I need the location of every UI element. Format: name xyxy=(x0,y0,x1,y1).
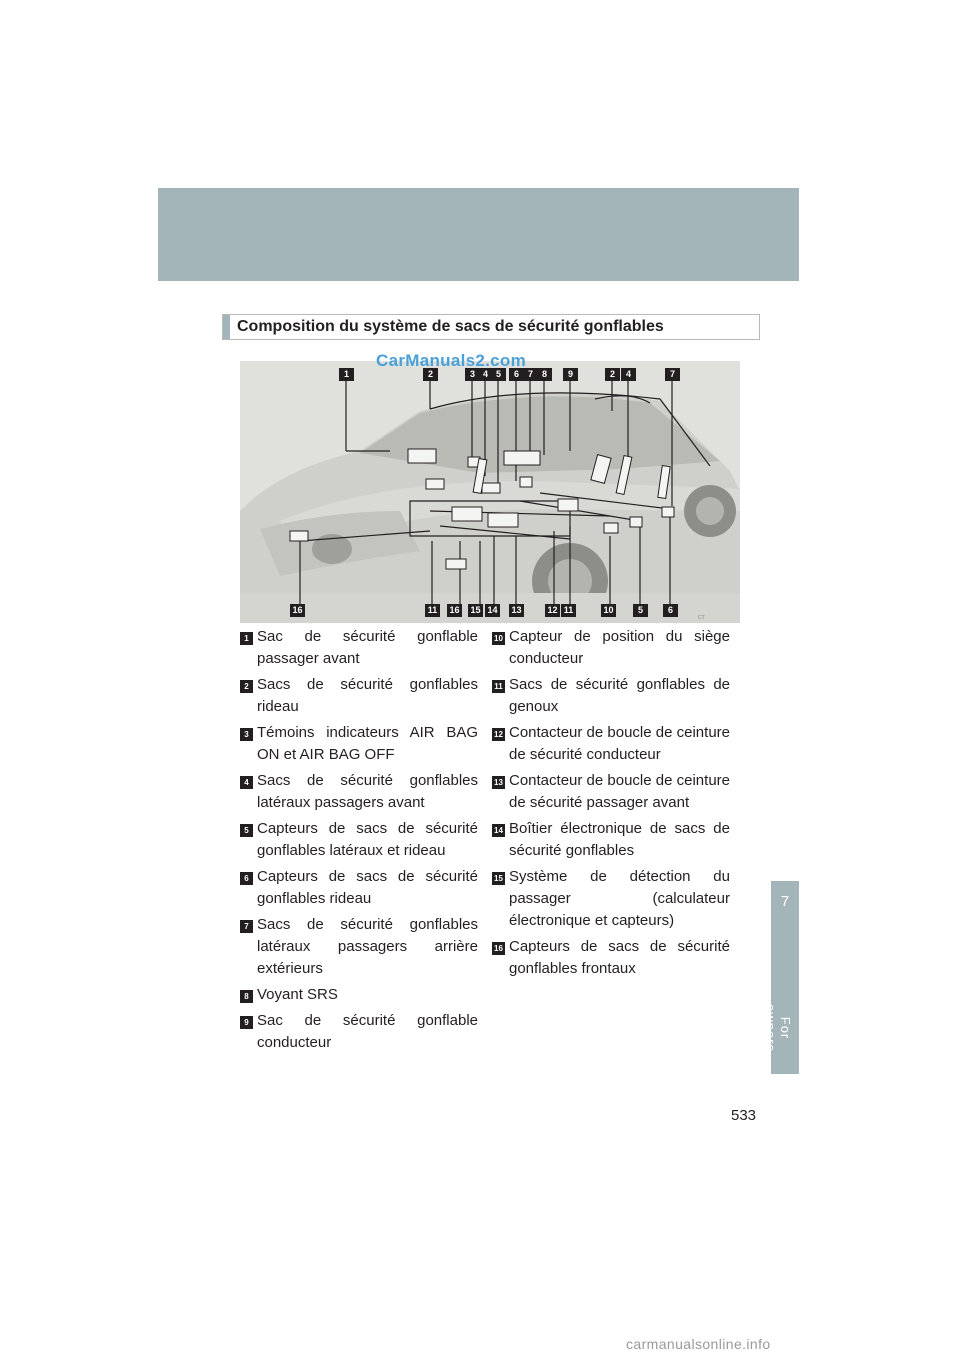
legend-number-badge: 5 xyxy=(240,824,253,837)
legend-item xyxy=(240,1010,478,1054)
figure-callout: 7 xyxy=(665,368,680,381)
figure-callout: 9 xyxy=(563,368,578,381)
legend-number-badge: 4 xyxy=(240,776,253,789)
figure-callout: 16 xyxy=(290,604,305,617)
legend-column-left xyxy=(240,626,478,1058)
figure-callout: 2 xyxy=(423,368,438,381)
legend-item xyxy=(492,936,730,980)
section-accent-bar xyxy=(223,315,230,339)
legend-text: Sacs de sécurité gonflables latéraux passagers avant xyxy=(257,772,478,811)
legend-text: Contacteur de boucle de ceinture de sécurité passager avant xyxy=(509,772,730,811)
legend-text: Voyant SRS xyxy=(257,986,338,1003)
legend-number-badge: 12 xyxy=(492,728,505,741)
chapter-tab-number: 7 xyxy=(780,893,790,910)
legend-item xyxy=(240,866,478,910)
legend-text: Capteurs de sacs de sécurité gonflables latéraux et rideau xyxy=(257,820,478,859)
legend-item xyxy=(492,818,730,862)
figure-callout: 5 xyxy=(633,604,648,617)
legend-text: Contacteur de boucle de ceinture de sécurité conducteur xyxy=(509,724,730,763)
legend-number-badge: 15 xyxy=(492,872,505,885)
figure-callout: 5 xyxy=(491,368,506,381)
legend-number-badge: 8 xyxy=(240,990,253,1003)
section-heading xyxy=(222,314,760,340)
page-number: 533 xyxy=(731,1107,757,1124)
legend-text: Capteur de position du siège conducteur xyxy=(509,628,730,667)
legend-text: Capteurs de sacs de sécurité gonflables frontaux xyxy=(509,938,730,977)
figure-callout: 1 xyxy=(339,368,354,381)
legend-item xyxy=(240,770,478,814)
legend-number-badge: 11 xyxy=(492,680,505,693)
figure-callout: 15 xyxy=(468,604,483,617)
legend-text: Sacs de sécurité gonflables de genoux xyxy=(509,676,730,715)
figure-callout: 14 xyxy=(485,604,500,617)
legend-text: Capteurs de sacs de sécurité gonflables rideau xyxy=(257,868,478,907)
figure-callout: 4 xyxy=(478,368,493,381)
legend-number-badge: 16 xyxy=(492,942,505,955)
legend-item xyxy=(492,674,730,718)
legend-item xyxy=(240,722,478,766)
legend-item xyxy=(240,914,478,980)
car-illustration xyxy=(240,361,740,623)
watermark-top: CarManuals2.com xyxy=(376,351,526,370)
section-title: Composition du système de sacs de sécurité gonflables xyxy=(237,318,664,335)
legend-number-badge: 13 xyxy=(492,776,505,789)
legend-text: Sacs de sécurité gonflables latéraux passagers arrière extérieurs xyxy=(257,916,478,977)
legend-text: Boîtier électronique de sacs de sécurité gonflables xyxy=(509,820,730,859)
legend-number-badge: 9 xyxy=(240,1016,253,1029)
legend-item xyxy=(240,626,478,670)
figure-callout: 8 xyxy=(537,368,552,381)
airbag-system-figure xyxy=(240,361,740,623)
legend-number-badge: 10 xyxy=(492,632,505,645)
legend-number-badge: 2 xyxy=(240,680,253,693)
legend-text: Système de détection du passager (calculateur électronique et capteurs) xyxy=(509,868,730,929)
legend-item xyxy=(492,626,730,670)
legend-column-right xyxy=(492,626,730,984)
legend-item xyxy=(492,866,730,932)
chapter-tab-label: For owners xyxy=(763,1004,793,1052)
figure-callout: 6 xyxy=(509,368,524,381)
legend-item xyxy=(492,722,730,766)
header-band xyxy=(158,188,799,281)
figure-callout: 10 xyxy=(601,604,616,617)
figure-callout: 12 xyxy=(545,604,560,617)
legend-number-badge: 6 xyxy=(240,872,253,885)
legend-text: Sac de sécurité gonflable conducteur xyxy=(257,1012,478,1051)
svg-text:CT: CT xyxy=(698,615,705,621)
watermark-bottom: carmanualsonline.info xyxy=(626,1336,771,1352)
figure-callout: 6 xyxy=(663,604,678,617)
figure-callout: 7 xyxy=(523,368,538,381)
legend-number-badge: 3 xyxy=(240,728,253,741)
legend-number-badge: 7 xyxy=(240,920,253,933)
figure-callout: 13 xyxy=(509,604,524,617)
legend-item xyxy=(240,674,478,718)
legend-text: Sac de sécurité gonflable passager avant xyxy=(257,628,478,667)
figure-callout: 11 xyxy=(425,604,440,617)
figure-callout: 11 xyxy=(561,604,576,617)
legend-item xyxy=(240,818,478,862)
figure-callout: 16 xyxy=(447,604,462,617)
legend-item xyxy=(492,770,730,814)
legend-number-badge: 14 xyxy=(492,824,505,837)
legend-number-badge: 1 xyxy=(240,632,253,645)
legend-text: Sacs de sécurité gonflables rideau xyxy=(257,676,478,715)
figure-callout: 3 xyxy=(465,368,480,381)
legend-item xyxy=(240,984,478,1006)
figure-callout: 4 xyxy=(621,368,636,381)
legend-text: Témoins indicateurs AIR BAG ON et AIR BAG OFF xyxy=(257,724,478,763)
figure-callout: 2 xyxy=(605,368,620,381)
